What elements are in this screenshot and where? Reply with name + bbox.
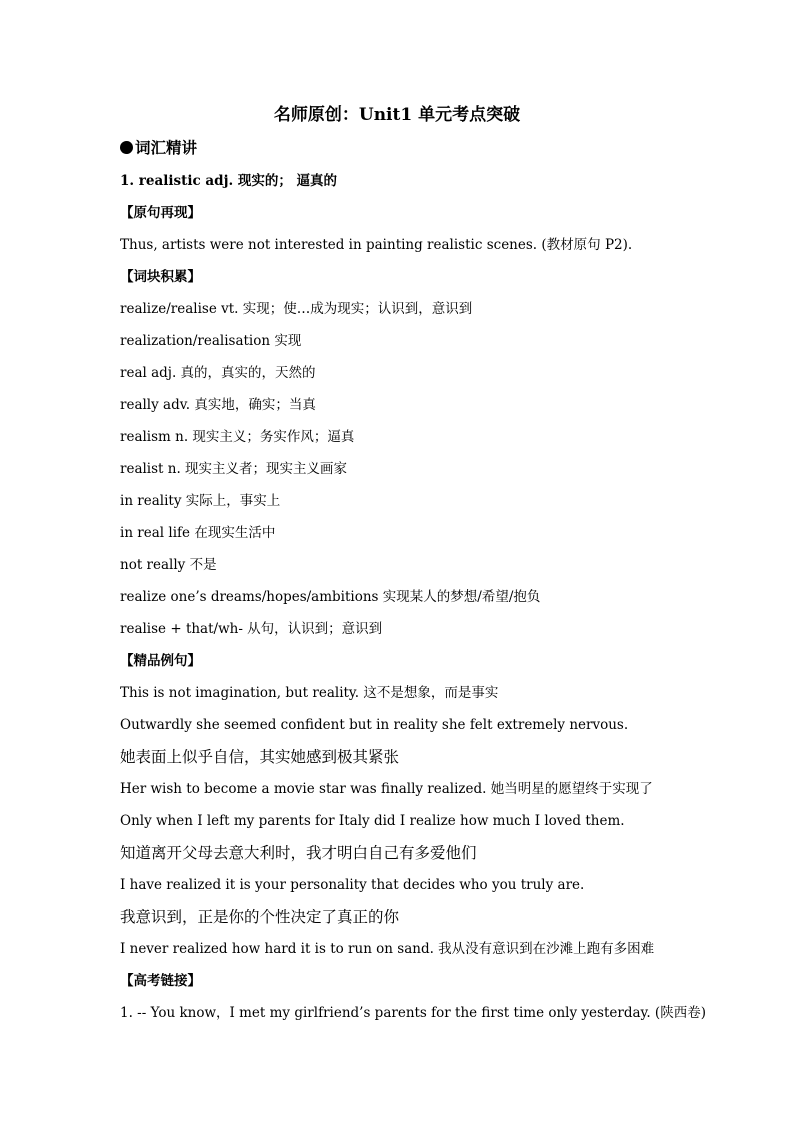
word-chunk-item: in reality 实际上，事实上: [120, 493, 281, 509]
word-chunk-item: in real life 在现实生活中: [120, 525, 276, 541]
example-sentence: This is not imagination, but reality. 这不是想象，而是事实: [120, 685, 499, 701]
example-translation: 知道离开父母去意大利时，我才明白自己有多爱他们: [120, 844, 477, 862]
page-title: 名师原创：Unit1 单元考点突破: [273, 105, 521, 125]
bullet-icon: [120, 141, 133, 154]
heading-original-sentence: 【原句再现】: [120, 205, 201, 221]
original-sentence: Thus, artists were not interested in painting realistic scenes. (教材原句 P2).: [120, 237, 633, 253]
word-chunk-item: really adv. 真实地，确实；当真: [120, 397, 316, 413]
word-entry: 1. realistic adj. 现实的； 逼真的: [120, 173, 338, 189]
example-sentence: I have realized it is your personality that decides who you truly are.: [120, 877, 585, 893]
example-sentence: I never realized how hard it is to run on sand. 我从没有意识到在沙滩上跑有多困难: [120, 941, 655, 957]
heading-word-chunks: 【词块积累】: [120, 269, 201, 285]
word-chunk-item: realization/realisation 实现: [120, 333, 302, 349]
section-heading-text: 词汇精讲: [135, 138, 198, 157]
word-chunk-item: realize one’s dreams/hopes/ambitions 实现某人的梦想/希望/抱负: [120, 589, 541, 605]
example-sentence: Only when I left my parents for Italy did I realize how much I loved them.: [120, 813, 625, 829]
word-chunk-item: realize/realise vt. 实现；使…成为现实；认识到，意识到: [120, 301, 473, 317]
example-translation: 她表面上似乎自信，其实她感到极其紧张: [120, 748, 400, 766]
heading-example-sentences: 【精品例句】: [120, 653, 201, 669]
word-chunk-item: realist n. 现实主义者；现实主义画家: [120, 461, 348, 477]
word-chunk-item: real adj. 真的，真实的，天然的: [120, 365, 316, 381]
section-heading: [120, 138, 710, 158]
word-chunk-item: realism n. 现实主义；务实作风；逼真: [120, 429, 355, 445]
exam-link-item: 1. -- You know，I met my girlfriend’s parents for the first time only yesterday. (陕西卷): [120, 1005, 706, 1021]
word-chunk-item: realise + that/wh- 从句，认识到；意识到: [120, 621, 383, 637]
example-sentence: Outwardly she seemed confident but in reality she felt extremely nervous.: [120, 717, 629, 733]
word-chunk-item: not really 不是: [120, 557, 217, 573]
example-sentence: Her wish to become a movie star was finally realized. 她当明星的愿望终于实现了: [120, 781, 653, 797]
example-translation: 我意识到，正是你的个性决定了真正的你: [120, 908, 400, 926]
heading-exam-links: 【高考链接】: [120, 973, 201, 989]
